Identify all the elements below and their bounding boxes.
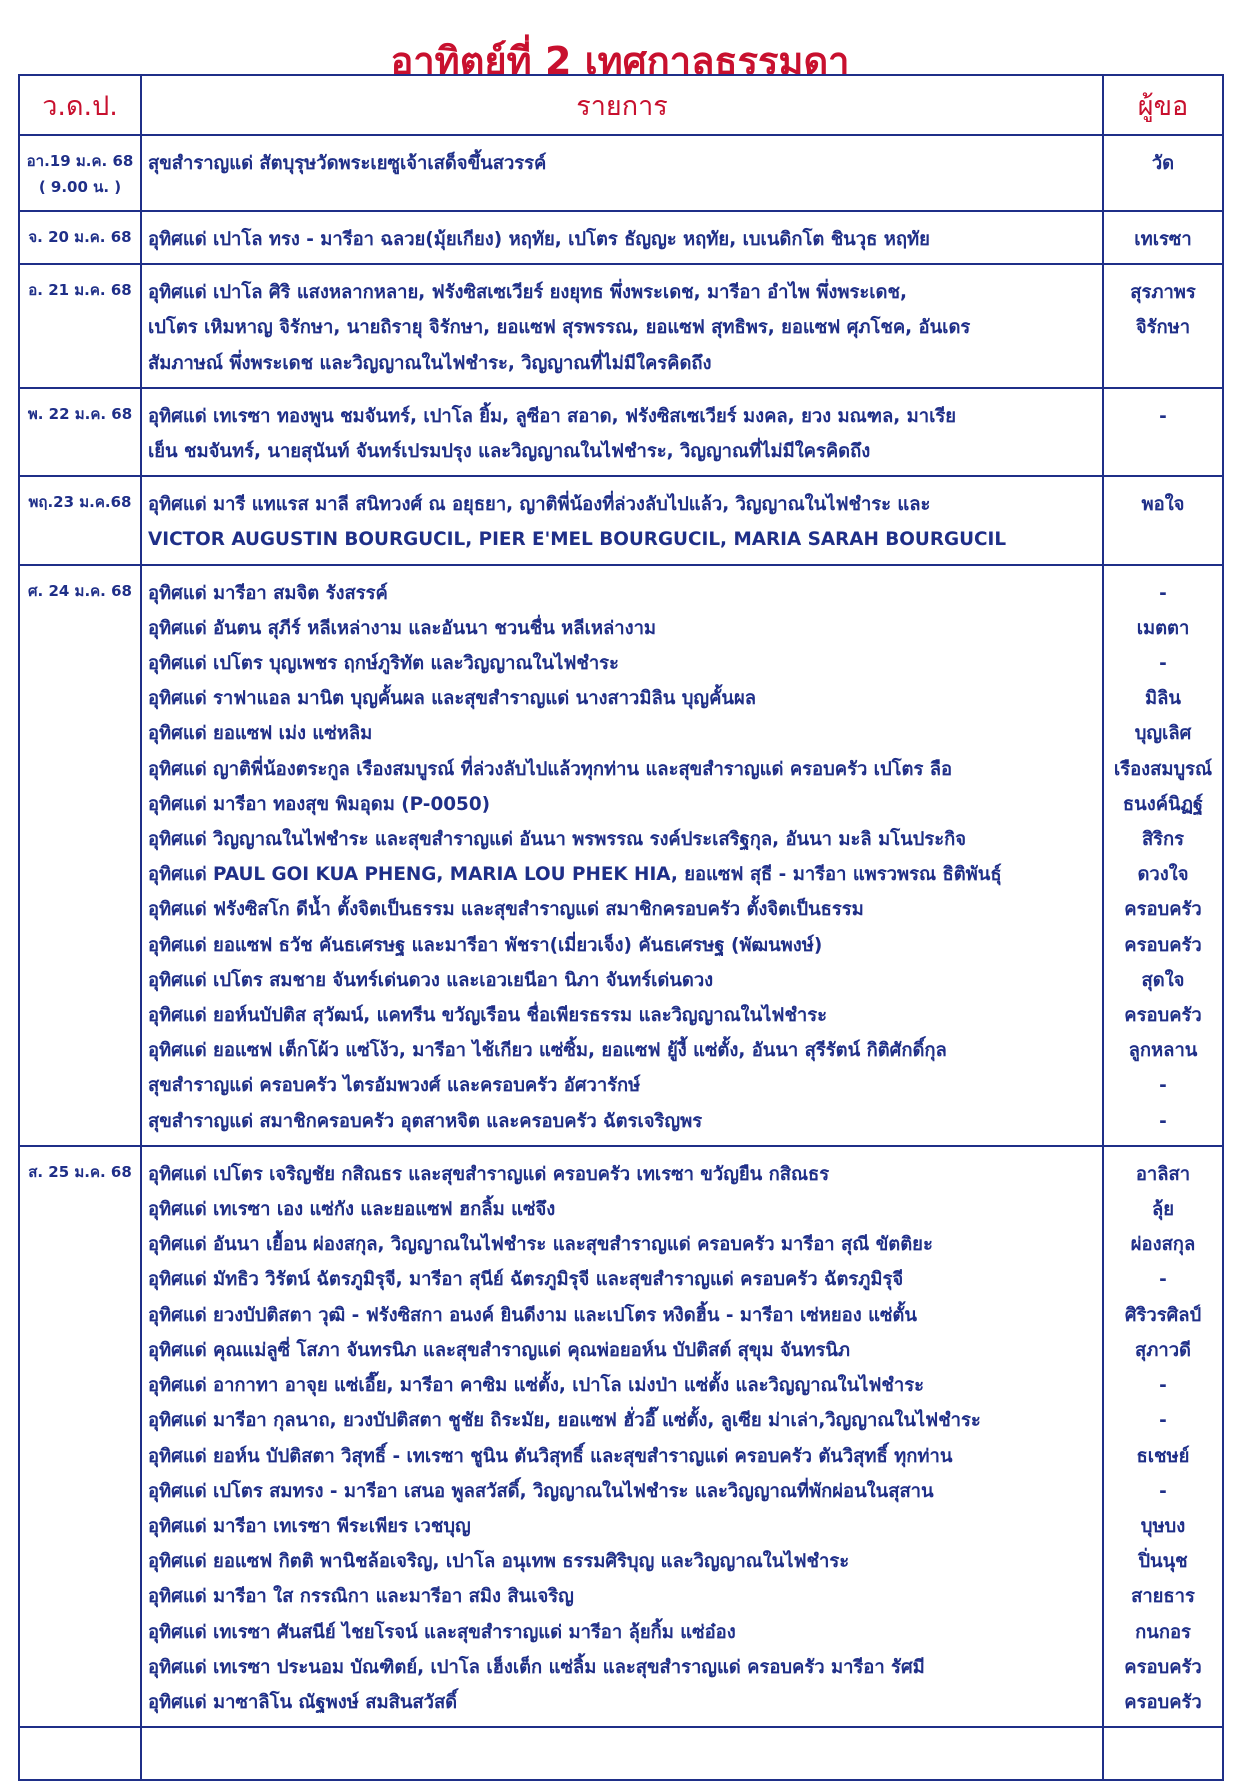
items-cell <box>141 135 1103 211</box>
intention-line: อุทิศแด่ มารี แทแรส มาลี สนิทวงศ์ ณ อยุธยา, ญาติพี่น้องที่ล่วงลับไปแล้ว, วิญญาณในไฟชำระ และ <box>148 494 931 516</box>
intention-line: อุทิศแด่ ยวงบัปติสตา วุฒิ - ฟรังซิสกา อนงค์ ยินดีงาม และเปโตร หงิดฮิ้น - มารีอา เซ่หยอง แซ่ตั้น <box>148 1304 917 1326</box>
date-text: อา.19 ม.ค. 68 <box>26 152 134 170</box>
intention-line: อุทิศแด่ เปาโล ทรง - มารีอา ฉลวย(มุ้ยเกียง) หฤทัย, เปโตร ธัญญะ หฤทัย, เบเนดิกโต ชินวุธ หฤทัย <box>148 229 930 250</box>
requester-name: ธเชษย์ <box>1136 1445 1190 1467</box>
requester-name: สายธาร <box>1131 1586 1195 1608</box>
requester-cell <box>1103 135 1223 211</box>
requester-cell <box>1103 476 1223 564</box>
date-text: พฤ.23 ม.ค.68 <box>28 493 132 512</box>
requester-cell <box>1103 264 1223 388</box>
date-text: ศ. 24 ม.ค. 68 <box>28 581 132 600</box>
items-cell <box>141 264 1103 388</box>
table-row <box>19 388 1223 476</box>
requester-name: ลูกหลาน <box>1128 1040 1198 1062</box>
requester-cell <box>1103 211 1223 264</box>
intention-line: สุขสำราญแด่ สัตบุรุษวัดพระเยซูเจ้าเสด็จขึ้นสวรรค์ <box>148 153 547 174</box>
intention-line: อุทิศแด่ เทเรซา ประนอม บัณฑิตย์, เปาโล เฮ็งเต็ก แซ่ลิ้ม และสุขสำราญแด่ ครอบครัว มารีอา รัศมี <box>148 1656 925 1678</box>
table-row <box>19 476 1223 564</box>
requester-name: - <box>1159 1480 1167 1502</box>
intention-line: เปโตร เหิมหาญ จิรักษา, นายถิรายุ จิรักษา, ยอแซฟ สุรพรรณ, ยอแซฟ สุทธิพร, ยอแซฟ ศุภโชค, อันเดร <box>148 317 971 339</box>
intention-line: อุทิศแด่ คุณแม่ลูซี่ โสภา จันทรนิภ และสุขสำราญแด่ คุณพ่อยอห์น บัปติสต์ สุขุม จันทรนิภ <box>148 1339 851 1361</box>
intention-line: อุทิศแด่ มารีอา ใส กรรณิกา และมารีอา สมิง สินเจริญ <box>148 1586 574 1608</box>
intention-line: อุทิศแด่ ยอแซฟ เม่ง แซ่หลิม <box>148 723 373 745</box>
date-cell <box>19 476 141 564</box>
requester-name: ศิริวรศิลป์ <box>1124 1304 1202 1326</box>
requester-name: ธนงค์นิฏฐ์ <box>1122 793 1204 815</box>
intention-line: อุทิศแด่ มารีอา เทเรซา พีระเพียร เวชบุญ <box>148 1515 471 1537</box>
intention-line: สัมภาษณ์ พึ่งพระเดช และวิญญาณในไฟชำระ, วิญญาณที่ไม่มีใครคิดถึง <box>148 352 712 374</box>
requester-name: - <box>1159 653 1167 675</box>
intention-line: อุทิศแด่ ยอแซฟ ธวัช คันธเศรษฐ และมารีอา พัชรา(เมี่ยวเจ็ง) คันธเศรษฐ (พัฒนพงษ์) <box>148 934 823 956</box>
intention-line: อุทิศแด่ เทเรซา เอง แซ่กัง และยอแซฟ ฮกลิ้ม แซ่จึง <box>148 1199 556 1221</box>
items-cell <box>141 388 1103 476</box>
header-row <box>19 75 1223 135</box>
date-text: ( 9.00 น. ) <box>38 178 122 196</box>
requester-name: ครอบครัว <box>1124 899 1202 921</box>
intention-line: อุทิศแด่ ญาติพี่น้องตระกูล เรืองสมบูรณ์ ที่ล่วงลับไปแล้วทุกท่าน และสุขสำราญแด่ ครอบครัว เปโตร ลือ <box>148 758 953 780</box>
requester-name: ครอบครัว <box>1124 934 1202 956</box>
intention-line: อุทิศแด่ เปโตร บุญเพชร ฤกษ์ภูริทัต และวิญญาณในไฟชำระ <box>148 653 619 675</box>
requester-name: - <box>1159 1410 1167 1432</box>
requester-name: สุดใจ <box>1141 969 1185 991</box>
requester-name: เมตตา <box>1136 617 1190 639</box>
intention-line: อุทิศแด่ มารีอา กุลนาถ, ยวงบัปติสตา ชูชัย ถิระมัย, ยอแซฟ ฮั่วอี๊ แซ่ตั้ง, ลูเซีย ม่าเล่า,วิญญาณในไฟชำระ <box>148 1410 981 1432</box>
intention-line: อุทิศแด่ ยอห์นบัปติส สุวัฒน์, แคทรีน ขวัญเรือน ชื่อเพียรธรรม และวิญญาณในไฟชำระ <box>148 1005 828 1027</box>
requester-name: วัด <box>1151 153 1175 174</box>
items-cell <box>141 211 1103 264</box>
intention-line: อุทิศแด่ อันตน สุภีร์ หลีเหล่างาม และอันนา ชวนชื่น หลีเหล่างาม <box>148 617 657 639</box>
date-cell <box>19 1146 141 1727</box>
requester-name: - <box>1159 1269 1167 1291</box>
requester-name: ครอบครัว <box>1124 1691 1202 1713</box>
intention-line: อุทิศแด่ อากาทา อาจุย แซ่เอี๊ย, มารีอา คาซิม แซ่ตั้ง, เปาโล เม่งป่า แซ่ตั้ง และวิญญาณในไฟชำระ <box>148 1375 924 1397</box>
date-text: อ. 21 ม.ค. 68 <box>28 281 132 300</box>
intention-line: VICTOR AUGUSTIN BOURGUCIL, PIER E'MEL BOURGUCIL, MARIA SARAH BOURGUCIL <box>148 529 1007 551</box>
requester-name: พอใจ <box>1141 494 1185 516</box>
requester-name: ครอบครัว <box>1124 1656 1202 1678</box>
requester-name: ดวงใจ <box>1137 864 1189 886</box>
date-text: ส. 25 ม.ค. 68 <box>28 1162 132 1181</box>
date-text: จ. 20 ม.ค. 68 <box>28 228 132 246</box>
header-items: รายการ <box>141 75 1103 135</box>
intention-line: อุทิศแด่ เปโตร สมชาย จันทร์เด่นดวง และเอวเยนีอา นิภา จันทร์เด่นดวง <box>148 969 714 991</box>
requester-name: จิรักษา <box>1135 317 1191 339</box>
requester-name: - <box>1159 1110 1167 1132</box>
intention-line: อุทิศแด่ PAUL GOI KUA PHENG, MARIA LOU PHEK HIA, ยอแซฟ สุธี - มารีอา แพรวพรณ ธิติพันธุ์ <box>148 864 1002 886</box>
table-row <box>19 211 1223 264</box>
header-date: ว.ด.ป. <box>19 75 141 135</box>
requester-cell <box>1103 1146 1223 1727</box>
requester-name: - <box>1159 1375 1167 1397</box>
intention-line: อุทิศแด่ มารีอา ทองสุข พิมอุดม (P-0050) <box>148 793 491 815</box>
intention-line: อุทิศแด่ เปโตร เจริญชัย กสิณธร และสุขสำราญแด่ ครอบครัว เทเรซา ขวัญยืน กสิณธร <box>148 1163 830 1185</box>
requester-name: ผ่องสกุล <box>1130 1234 1196 1256</box>
table-row <box>19 135 1223 211</box>
intention-line: สุขสำราญแด่ ครอบครัว ไตรอัมพวงศ์ และครอบครัว อัศวารักษ์ <box>148 1075 641 1097</box>
table-row <box>19 1146 1223 1727</box>
date-cell <box>19 211 141 264</box>
requester-name: เรืองสมบูรณ์ <box>1113 758 1213 780</box>
intentions-table <box>18 74 1224 1781</box>
intention-line: อุทิศแด่ มารีอา สมจิต รังสรรค์ <box>148 582 388 604</box>
requester-name: สุรภาพร <box>1130 282 1196 304</box>
intention-line: อุทิศแด่ ฟรังซิสโก ดีน้ำ ตั้งจิตเป็นธรรม และสุขสำราญแด่ สมาชิกครอบครัว ตั้งจิตเป็นธรรม <box>148 899 864 921</box>
intention-line: อุทิศแด่ เปาโล ศิริ แสงหลากหลาย, ฟรังซิสเซเวียร์ ยงยุทธ พึ่งพระเดช, มารีอา อำไพ พึ่งพระเดช, <box>148 282 907 304</box>
requester-cell <box>1103 388 1223 476</box>
requester-name: - <box>1159 405 1167 427</box>
intention-line: อุทิศแด่ มาซาลิโน ณัฐพงษ์ สมสินสวัสดิ์ <box>148 1691 458 1713</box>
requester-name: สิริกร <box>1141 829 1185 851</box>
requester-name: - <box>1159 1075 1167 1097</box>
date-cell <box>19 135 141 211</box>
requester-name: ลุ้ย <box>1151 1199 1175 1221</box>
requester-name: บุญเลิศ <box>1134 723 1192 745</box>
requester-name: - <box>1159 582 1167 604</box>
date-cell <box>19 264 141 388</box>
intention-line: อุทิศแด่ ราฟาแอล มานิต บุญคั้นผล และสุขสำราญแด่ นางสาวมิลิน บุญคั้นผล <box>148 688 757 710</box>
requester-name: สุภาวดี <box>1135 1339 1191 1361</box>
items-cell <box>141 476 1103 564</box>
header-requester: ผู้ขอ <box>1103 75 1223 135</box>
requester-name: ครอบครัว <box>1124 1005 1202 1027</box>
table-row <box>19 565 1223 1146</box>
table-row <box>19 264 1223 388</box>
intention-line: อุทิศแด่ เทเรซา ทองพูน ชมจันทร์, เปาโล ยิ้ม, ลูซีอา สอาด, ฟรังซิสเซเวียร์ มงคล, ยวง มณฑล, มาเรีย <box>148 405 957 427</box>
items-cell <box>141 1146 1103 1727</box>
intention-line: อุทิศแด่ อันนา เยื้อน ผ่องสกุล, วิญญาณในไฟชำระ และสุขสำราญแด่ ครอบครัว มารีอา สุณี ขัตติยะ <box>148 1234 933 1256</box>
intention-line: อุทิศแด่ ยอแซฟ เต็กโผ้ว แซ่โง้ว, มารีอา ไช้เกียว แซ่ซิ้ม, ยอแซฟ ยู้งี้ แซ่ตั้ง, อันนา สุรีรัตน์ กิติศักดิ์กุล <box>148 1040 947 1062</box>
date-cell <box>19 565 141 1146</box>
intention-line: อุทิศแด่ วิญญาณในไฟชำระ และสุขสำราญแด่ อันนา พรพรรณ รงค์ประเสริฐกุล, อันนา มะลิ มโนประกิจ <box>148 829 966 851</box>
intention-line: อุทิศแด่ ยอแซฟ กิตติ พานิชล้อเจริญ, เปาโล อนุเทพ ธรรมศิริบุญ และวิญญาณในไฟชำระ <box>148 1551 850 1573</box>
requester-name: เทเรซา <box>1134 229 1192 250</box>
requester-cell <box>1103 565 1223 1146</box>
requester-name: ปิ่นนุช <box>1138 1551 1188 1573</box>
intention-line: อุทิศแด่ มัทธิว วิรัตน์ ฉัตรภูมิรุจี, มารีอา สุนีย์ ฉัตรภูมิรุจี และสุขสำราญแด่ ครอบครัว ฉัตรภูมิรุจี <box>148 1269 904 1291</box>
requester-name: บุษบง <box>1140 1515 1186 1537</box>
intention-line: สุขสำราญแด่ สมาชิกครอบครัว อุตสาหจิต และครอบครัว ฉัตรเจริญพร <box>148 1110 703 1132</box>
intention-line: อุทิศแด่ เปโตร สมทรง - มารีอา เสนอ พูลสวัสดิ์, วิญญาณในไฟชำระ และวิญญาณที่พักผ่อนในสุสาน <box>148 1480 934 1502</box>
requester-name <box>1106 1738 1220 1773</box>
date-text: พ. 22 ม.ค. 68 <box>27 404 133 423</box>
items-cell <box>141 565 1103 1146</box>
date-cell <box>19 388 141 476</box>
intention-line: อุทิศแด่ เทเรซา ศันสนีย์ ไชยโรจน์ และสุขสำราญแด่ มารีอา ลุ้ยกิ้ม แซ่อ๋อง <box>148 1621 736 1643</box>
requester-name: กนกอร <box>1135 1621 1191 1643</box>
requester-name: มิลิน <box>1145 688 1181 710</box>
intention-line: อุทิศแด่ ยอห์น บัปติสตา วิสุทธิ์ - เทเรซา ชูนิน ตันวิสุทธิ์ และสุขสำราญแด่ ครอบครัว ตันวิสุทธิ์ ทุกท่าน <box>148 1445 953 1467</box>
page-title: อาทิตย์ที่ 2 เทศกาลธรรมดา <box>390 39 850 83</box>
requester-name: อาลิสา <box>1135 1163 1191 1185</box>
intention-line: เย็น ชมจันทร์, นายสุนันท์ จันทร์เปรมปรุง และวิญญาณในไฟชำระ, วิญญาณที่ไม่มีใครคิดถึง <box>148 441 871 463</box>
